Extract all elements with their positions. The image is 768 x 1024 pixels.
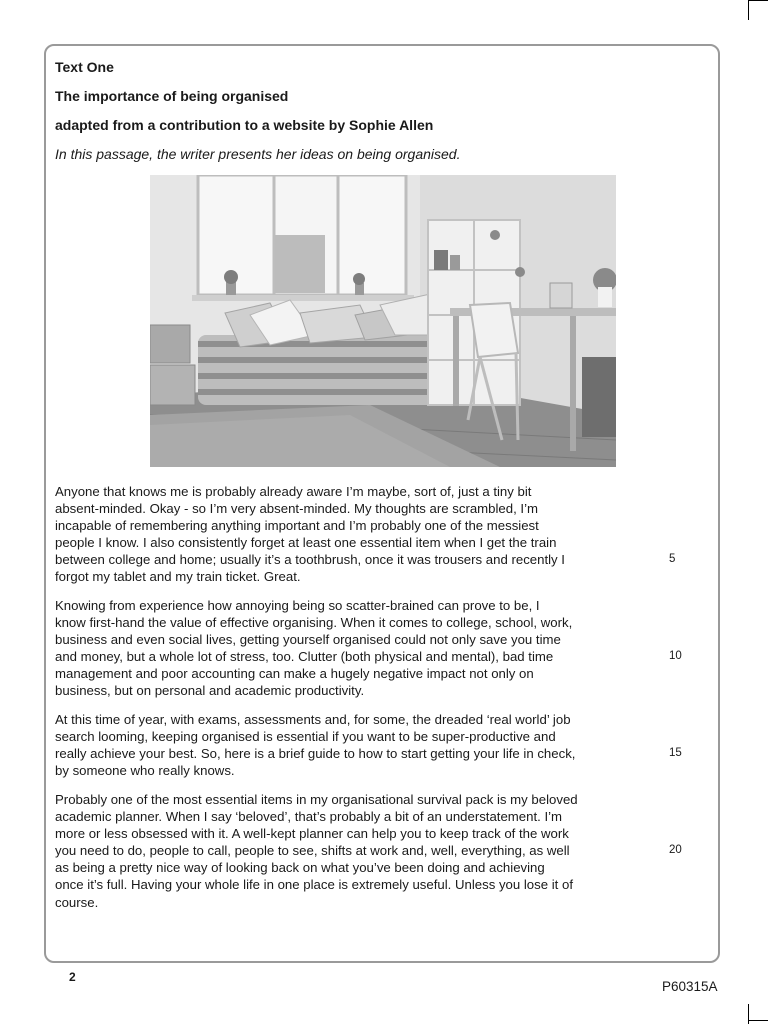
paragraph-4: [55, 791, 645, 911]
text-intro: In this passage, the writer presents her ideas on being organised.: [55, 146, 461, 162]
crop-mark-bottom-right-h: [748, 1020, 768, 1021]
line-number: 5: [669, 553, 676, 565]
bedroom-photo: [150, 175, 616, 467]
paragraph-line: Knowing from experience how annoying being so scatter-brained can prove to be, I: [55, 598, 540, 613]
paragraph-line: more or less obsessed with it. A well-kept planner can help you to keep track of the work: [55, 826, 569, 842]
paragraph-line: incapable of remembering anything important and I’m probably one of the messiest: [55, 518, 539, 534]
paragraph-line: once it’s full. Having your whole life in one place is extremely useful. Unless you lose it of: [55, 877, 573, 893]
text-source: adapted from a contribution to a website by Sophie Allen: [55, 117, 434, 133]
paragraph-line: absent-minded. Okay - so I’m very absent-minded. My thoughts are scrambled, I’m: [55, 501, 539, 517]
paragraph-line: and money, but a whole lot of stress, too. Clutter (both physical and mental), bad time: [55, 649, 554, 665]
line-number: 10: [669, 650, 682, 662]
paragraph-line: academic planner. When I say ‘beloved’, that’s probably a bit of an understatement. I’m: [55, 809, 563, 825]
paragraph-line: search looming, keeping organised is essential if you want to be super-productive and: [55, 729, 556, 745]
crop-mark-top-right-h: [748, 0, 768, 1]
paragraph-line: know first-hand the value of effective organising. When it comes to college, school, work,: [55, 615, 573, 631]
paper-code: P60315A: [662, 979, 718, 994]
paragraph-line: At this time of year, with exams, assessments and, for some, the dreaded ‘real world’ job: [55, 712, 571, 727]
paragraph-line: management and poor accounting can make a hugely negative impact not only on: [55, 666, 534, 682]
text-label: Text One: [55, 59, 114, 75]
paragraph-line: really achieve your best. So, here is a brief guide to how to start getting your life in check,: [55, 746, 576, 762]
line-number: 20: [669, 844, 682, 856]
paragraph-line: forgot my tablet and my train ticket. Great.: [55, 569, 301, 585]
paragraph-2: [55, 597, 645, 700]
paragraph-line: you need to do, people to call, people to see, shifts at work and, well, everything, as well: [55, 843, 570, 859]
paragraph-line: between college and home; usually it’s a toothbrush, once it was trousers and recently I: [55, 552, 565, 568]
paragraph-3: [55, 711, 645, 779]
crop-mark-bottom-right-v: [748, 1004, 749, 1024]
paragraph-line: as being a pretty nice way of looking back on what you’ve been doing and achieving: [55, 860, 545, 876]
paragraph-1: [55, 483, 645, 586]
crop-mark-top-right-v: [748, 0, 749, 20]
paragraph-line: business, but on personal and academic productivity.: [55, 683, 365, 699]
text-title: The importance of being organised: [55, 88, 289, 104]
line-number: 15: [669, 747, 682, 759]
paragraph-line: Probably one of the most essential items in my organisational survival pack is my beloved: [55, 792, 578, 807]
paragraph-line: by someone who really knows.: [55, 763, 235, 779]
paragraph-line: business and even social lives, getting yourself organised could not only save you time: [55, 632, 561, 648]
paragraph-line: course.: [55, 894, 99, 910]
page-number: 2: [69, 970, 76, 984]
paragraph-line: Anyone that knows me is probably already aware I’m maybe, sort of, just a tiny bit: [55, 484, 532, 499]
paragraph-line: people I know. I also consistently forget at least one essential item when I get the train: [55, 535, 557, 551]
